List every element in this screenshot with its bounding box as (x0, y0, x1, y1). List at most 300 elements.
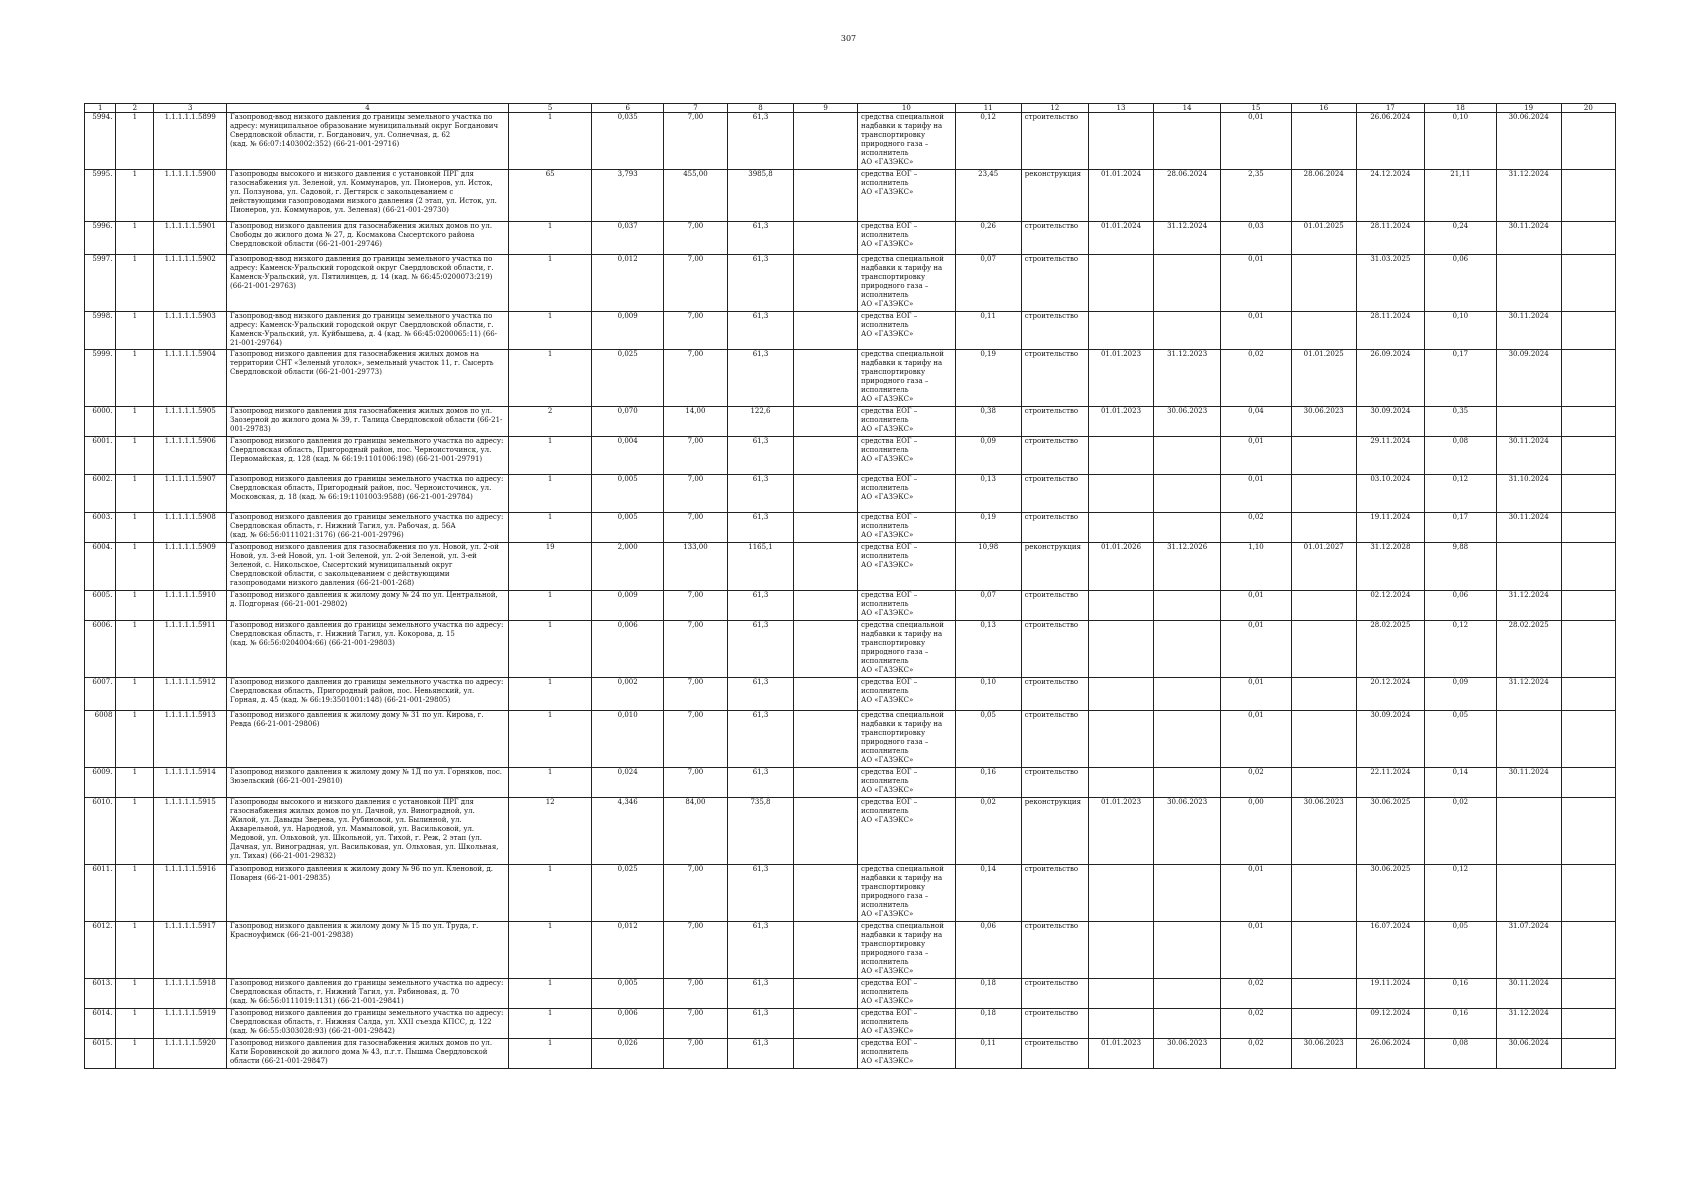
cell-col-18: 0,16 (1425, 979, 1497, 1009)
cell-col-3: 1.1.1.1.1.5910 (154, 591, 227, 621)
column-header-11: 11 (955, 104, 1021, 113)
cell-col-7: 7,00 (663, 312, 727, 350)
cell-col-16 (1291, 437, 1356, 475)
cell-col-16: 30.06.2023 (1291, 407, 1356, 437)
cell-col-9 (794, 312, 858, 350)
cell-col-12: строительство (1021, 768, 1088, 798)
cell-col-15: 0,02 (1221, 1039, 1291, 1069)
cell-col-13: 01.01.2024 (1088, 222, 1153, 255)
cell-col-3: 1.1.1.1.1.5915 (154, 798, 227, 865)
column-header-7: 7 (663, 104, 727, 113)
cell-col-3: 1.1.1.1.1.5900 (154, 170, 227, 222)
cell-col-3: 1.1.1.1.1.5905 (154, 407, 227, 437)
cell-col-11: 0,05 (955, 711, 1021, 768)
cell-col-19: 31.07.2024 (1496, 922, 1561, 979)
cell-col-13 (1088, 475, 1153, 513)
cell-col-20 (1561, 170, 1615, 222)
cell-col-7: 7,00 (663, 350, 727, 407)
cell-col-9 (794, 222, 858, 255)
cell-col-17: 31.12.2028 (1356, 543, 1424, 591)
cell-col-5: 1 (508, 922, 591, 979)
cell-col-16 (1291, 591, 1356, 621)
cell-col-3: 1.1.1.1.1.5901 (154, 222, 227, 255)
column-header-1: 1 (85, 104, 116, 113)
cell-col-1: 6014. (85, 1009, 116, 1039)
cell-col-12: строительство (1021, 979, 1088, 1009)
column-header-17: 17 (1356, 104, 1424, 113)
cell-col-15: 0,02 (1221, 979, 1291, 1009)
column-header-13: 13 (1088, 104, 1153, 113)
cell-col-11: 0,18 (955, 1009, 1021, 1039)
cell-col-1: 5999. (85, 350, 116, 407)
cell-col-19: 30.11.2024 (1496, 312, 1561, 350)
cell-col-2: 1 (116, 543, 154, 591)
cell-col-12: реконструкция (1021, 543, 1088, 591)
cell-col-20 (1561, 543, 1615, 591)
cell-col-9 (794, 768, 858, 798)
cell-col-15: 1,10 (1221, 543, 1291, 591)
cell-col-18: 0,09 (1425, 678, 1497, 711)
cell-col-16 (1291, 475, 1356, 513)
cell-col-12: строительство (1021, 922, 1088, 979)
cell-col-9 (794, 1039, 858, 1069)
cell-col-19: 31.12.2024 (1496, 591, 1561, 621)
cell-col-19: 31.12.2024 (1496, 1009, 1561, 1039)
cell-col-1: 6000. (85, 407, 116, 437)
cell-col-10: средства ЕОГ – исполнитель АО «ГАЗЭКС» (858, 407, 956, 437)
cell-col-9 (794, 437, 858, 475)
cell-col-8: 122,6 (727, 407, 793, 437)
column-header-19: 19 (1496, 104, 1561, 113)
cell-col-4: Газопровод низкого давления до границы земельного участка по адресу: Свердловская область, г. Нижняя Салда, ул. XXII съезда КПСС, д. 122 (кад. № 66:55:0303028:93) (66-21-001-29842) (227, 1009, 509, 1039)
cell-col-10: средства ЕОГ – исполнитель АО «ГАЗЭКС» (858, 678, 956, 711)
cell-col-1: 5995. (85, 170, 116, 222)
cell-col-14 (1154, 312, 1221, 350)
cell-col-19: 30.11.2024 (1496, 979, 1561, 1009)
cell-col-10: средства ЕОГ – исполнитель АО «ГАЗЭКС» (858, 513, 956, 543)
cell-col-1: 6006. (85, 621, 116, 678)
cell-col-2: 1 (116, 979, 154, 1009)
cell-col-11: 0,07 (955, 591, 1021, 621)
cell-col-6: 0,025 (592, 350, 664, 407)
cell-col-20 (1561, 513, 1615, 543)
table-row (85, 678, 1616, 711)
cell-col-11: 23,45 (955, 170, 1021, 222)
cell-col-12: реконструкция (1021, 798, 1088, 865)
cell-col-4: Газопровод-ввод низкого давления до границы земельного участка по адресу: Каменск-Уральский городской округ Свердловской области, г. Каменск-Уральский, ул. Куйбышева, д. 4 (кад. № 66:45:0200065:11) (66-21-001-29764) (227, 312, 509, 350)
cell-col-4: Газопровод низкого давления к жилому дому № 31 по ул. Кирова, г. Ревда (66-21-001-29806) (227, 711, 509, 768)
cell-col-3: 1.1.1.1.1.5909 (154, 543, 227, 591)
cell-col-19: 30.11.2024 (1496, 222, 1561, 255)
cell-col-13 (1088, 979, 1153, 1009)
cell-col-1: 6001. (85, 437, 116, 475)
cell-col-5: 12 (508, 798, 591, 865)
cell-col-4: Газопровод низкого давления до границы земельного участка по адресу: Свердловская область, г. Нижний Тагил, ул. Рябиновая, д. 70 (кад. № 66:56:0111019:1131) (66-21-001-29841) (227, 979, 509, 1009)
cell-col-15: 0,01 (1221, 255, 1291, 312)
cell-col-7: 7,00 (663, 1009, 727, 1039)
cell-col-11: 0,26 (955, 222, 1021, 255)
cell-col-1: 6013. (85, 979, 116, 1009)
cell-col-11: 0,11 (955, 312, 1021, 350)
cell-col-2: 1 (116, 621, 154, 678)
cell-col-6: 2,000 (592, 543, 664, 591)
cell-col-1: 5996. (85, 222, 116, 255)
cell-col-17: 29.11.2024 (1356, 437, 1424, 475)
cell-col-2: 1 (116, 170, 154, 222)
cell-col-20 (1561, 312, 1615, 350)
cell-col-3: 1.1.1.1.1.5912 (154, 678, 227, 711)
column-header-4: 4 (227, 104, 509, 113)
cell-col-17: 30.06.2025 (1356, 798, 1424, 865)
cell-col-9 (794, 543, 858, 591)
cell-col-11: 0,14 (955, 865, 1021, 922)
cell-col-19: 31.10.2024 (1496, 475, 1561, 513)
cell-col-18: 0,12 (1425, 865, 1497, 922)
cell-col-12: строительство (1021, 437, 1088, 475)
cell-col-17: 30.09.2024 (1356, 407, 1424, 437)
cell-col-16 (1291, 979, 1356, 1009)
cell-col-16 (1291, 513, 1356, 543)
cell-col-2: 1 (116, 407, 154, 437)
cell-col-1: 6005. (85, 591, 116, 621)
cell-col-17: 28.02.2025 (1356, 621, 1424, 678)
cell-col-12: строительство (1021, 711, 1088, 768)
cell-col-5: 1 (508, 350, 591, 407)
cell-col-6: 0,024 (592, 768, 664, 798)
column-header-15: 15 (1221, 104, 1291, 113)
cell-col-13: 01.01.2023 (1088, 350, 1153, 407)
cell-col-10: средства специальной надбавки к тарифу на транспортировку природного газа – исполнитель АО «ГАЗЭКС» (858, 350, 956, 407)
cell-col-19: 30.09.2024 (1496, 350, 1561, 407)
cell-col-14 (1154, 678, 1221, 711)
cell-col-11: 0,10 (955, 678, 1021, 711)
cell-col-9 (794, 979, 858, 1009)
cell-col-3: 1.1.1.1.1.5916 (154, 865, 227, 922)
cell-col-3: 1.1.1.1.1.5919 (154, 1009, 227, 1039)
cell-col-14 (1154, 711, 1221, 768)
cell-col-6: 0,005 (592, 979, 664, 1009)
cell-col-5: 1 (508, 437, 591, 475)
cell-col-14 (1154, 1009, 1221, 1039)
table-row (85, 437, 1616, 475)
cell-col-4: Газопровод низкого давления к жилому дому № 96 по ул. Кленовой, д. Поварня (66-21-001-29835) (227, 865, 509, 922)
cell-col-9 (794, 170, 858, 222)
cell-col-4: Газопроводы высокого и низкого давления с установкой ПРГ для газоснабжения жилых домов по ул. Дачной, ул. Виноградной, ул. Жилой, ул. Давыды Зверева, ул. Рубиновой, ул. Былинной, ул. Акварельной, ул. Народной, ул. Мамыловой, ул. Васильковой, ул. Медовой, ул. Ольховой, ул. Школьной, ул. Тихой, г. Реж, 2 этап (ул. Дачная, ул. Виноградная, ул. Васильковая, ул. Ольховая, ул. Школьная, ул. Тихая) (66-21-001-29832) (227, 798, 509, 865)
cell-col-18: 0,06 (1425, 255, 1497, 312)
cell-col-12: строительство (1021, 621, 1088, 678)
cell-col-1: 6012. (85, 922, 116, 979)
table-row (85, 979, 1616, 1009)
cell-col-2: 1 (116, 922, 154, 979)
cell-col-10: средства ЕОГ – исполнитель АО «ГАЗЭКС» (858, 222, 956, 255)
cell-col-5: 1 (508, 1039, 591, 1069)
cell-col-11: 0,13 (955, 621, 1021, 678)
cell-col-20 (1561, 255, 1615, 312)
cell-col-12: строительство (1021, 678, 1088, 711)
cell-col-3: 1.1.1.1.1.5913 (154, 711, 227, 768)
cell-col-3: 1.1.1.1.1.5918 (154, 979, 227, 1009)
cell-col-17: 20.12.2024 (1356, 678, 1424, 711)
cell-col-15: 0,01 (1221, 711, 1291, 768)
cell-col-5: 2 (508, 407, 591, 437)
cell-col-5: 1 (508, 1009, 591, 1039)
cell-col-9 (794, 475, 858, 513)
table-row (85, 513, 1616, 543)
cell-col-19: 31.12.2024 (1496, 678, 1561, 711)
cell-col-1: 6010. (85, 798, 116, 865)
cell-col-8: 61,3 (727, 979, 793, 1009)
cell-col-14: 28.06.2024 (1154, 170, 1221, 222)
cell-col-13: 01.01.2023 (1088, 407, 1153, 437)
cell-col-3: 1.1.1.1.1.5911 (154, 621, 227, 678)
cell-col-17: 24.12.2024 (1356, 170, 1424, 222)
cell-col-13 (1088, 437, 1153, 475)
table-row (85, 407, 1616, 437)
table-row (85, 113, 1616, 170)
cell-col-10: средства специальной надбавки к тарифу на транспортировку природного газа – исполнитель АО «ГАЗЭКС» (858, 255, 956, 312)
cell-col-3: 1.1.1.1.1.5914 (154, 768, 227, 798)
cell-col-20 (1561, 768, 1615, 798)
cell-col-1: 6003. (85, 513, 116, 543)
cell-col-5: 1 (508, 513, 591, 543)
table-row (85, 475, 1616, 513)
cell-col-18: 21,11 (1425, 170, 1497, 222)
cell-col-16 (1291, 255, 1356, 312)
cell-col-7: 7,00 (663, 768, 727, 798)
cell-col-7: 7,00 (663, 113, 727, 170)
cell-col-1: 5994. (85, 113, 116, 170)
cell-col-7: 7,00 (663, 255, 727, 312)
cell-col-6: 3,793 (592, 170, 664, 222)
cell-col-14 (1154, 437, 1221, 475)
cell-col-8: 61,3 (727, 768, 793, 798)
cell-col-19: 28.02.2025 (1496, 621, 1561, 678)
cell-col-9 (794, 1009, 858, 1039)
cell-col-8: 61,3 (727, 591, 793, 621)
cell-col-10: средства ЕОГ – исполнитель АО «ГАЗЭКС» (858, 768, 956, 798)
cell-col-16 (1291, 711, 1356, 768)
cell-col-1: 6002. (85, 475, 116, 513)
cell-col-7: 133,00 (663, 543, 727, 591)
cell-col-9 (794, 621, 858, 678)
cell-col-6: 0,009 (592, 312, 664, 350)
cell-col-10: средства специальной надбавки к тарифу на транспортировку природного газа – исполнитель АО «ГАЗЭКС» (858, 621, 956, 678)
cell-col-11: 0,06 (955, 922, 1021, 979)
cell-col-8: 61,3 (727, 255, 793, 312)
cell-col-15: 0,01 (1221, 922, 1291, 979)
cell-col-3: 1.1.1.1.1.5920 (154, 1039, 227, 1069)
cell-col-4: Газопровод низкого давления до границы земельного участка по адресу: Свердловская область, Пригородный район, пос. Невьянский, ул. Горная, д. 45 (кад. № 66:19:3501001:148) (66-21-001-29805) (227, 678, 509, 711)
cell-col-20 (1561, 591, 1615, 621)
cell-col-14 (1154, 865, 1221, 922)
cell-col-3: 1.1.1.1.1.5917 (154, 922, 227, 979)
cell-col-13: 01.01.2026 (1088, 543, 1153, 591)
cell-col-11: 0,07 (955, 255, 1021, 312)
cell-col-7: 14,00 (663, 407, 727, 437)
cell-col-10: средства специальной надбавки к тарифу на транспортировку природного газа – исполнитель АО «ГАЗЭКС» (858, 711, 956, 768)
cell-col-3: 1.1.1.1.1.5904 (154, 350, 227, 407)
cell-col-9 (794, 113, 858, 170)
cell-col-10: средства ЕОГ – исполнитель АО «ГАЗЭКС» (858, 591, 956, 621)
cell-col-6: 0,012 (592, 922, 664, 979)
cell-col-10: средства ЕОГ – исполнитель АО «ГАЗЭКС» (858, 475, 956, 513)
cell-col-11: 0,38 (955, 407, 1021, 437)
cell-col-20 (1561, 865, 1615, 922)
cell-col-11: 0,19 (955, 513, 1021, 543)
cell-col-3: 1.1.1.1.1.5907 (154, 475, 227, 513)
column-header-6: 6 (592, 104, 664, 113)
cell-col-11: 10,98 (955, 543, 1021, 591)
page-number: 307 (840, 34, 857, 43)
cell-col-8: 1165,1 (727, 543, 793, 591)
cell-col-4: Газопровод низкого давления для газоснабжения по ул. Новой, ул. 2-ой Новой, ул. 3-ей Новой, ул. 1-ой Зеленой, ул. 2-ой Зеленой, ул. 3-ей Зеленой, с. Никольское, Сысертский муниципальный округ Свердловской области, с закольцеванием с действующими газопроводами низкого давления (66-21-001-268) (227, 543, 509, 591)
cell-col-16 (1291, 1009, 1356, 1039)
cell-col-14 (1154, 768, 1221, 798)
cell-col-18: 0,10 (1425, 312, 1497, 350)
cell-col-12: реконструкция (1021, 170, 1088, 222)
cell-col-5: 65 (508, 170, 591, 222)
cell-col-18: 9,88 (1425, 543, 1497, 591)
cell-col-7: 7,00 (663, 678, 727, 711)
table-row (85, 621, 1616, 678)
cell-col-6: 0,004 (592, 437, 664, 475)
cell-col-6: 0,026 (592, 1039, 664, 1069)
cell-col-11: 0,13 (955, 475, 1021, 513)
cell-col-11: 0,02 (955, 798, 1021, 865)
cell-col-13 (1088, 255, 1153, 312)
cell-col-14 (1154, 255, 1221, 312)
cell-col-15: 0,02 (1221, 1009, 1291, 1039)
cell-col-7: 7,00 (663, 621, 727, 678)
cell-col-13 (1088, 312, 1153, 350)
cell-col-14: 31.12.2023 (1154, 350, 1221, 407)
cell-col-12: строительство (1021, 222, 1088, 255)
cell-col-7: 455,00 (663, 170, 727, 222)
cell-col-4: Газопровод низкого давления к жилому дому № 24 по ул. Центральной, д. Подгорная (66-21-001-29802) (227, 591, 509, 621)
cell-col-17: 09.12.2024 (1356, 1009, 1424, 1039)
cell-col-19 (1496, 407, 1561, 437)
cell-col-4: Газопровод низкого давления для газоснабжения жилых домов по ул. Кати Боровинской до жилого дома № 43, п.г.т. Пышма Свердловской области (66-21-001-29847) (227, 1039, 509, 1069)
cell-col-18: 0,14 (1425, 768, 1497, 798)
cell-col-1: 6011. (85, 865, 116, 922)
cell-col-8: 61,3 (727, 475, 793, 513)
cell-col-7: 7,00 (663, 222, 727, 255)
cell-col-12: строительство (1021, 1009, 1088, 1039)
table-row (85, 312, 1616, 350)
cell-col-13: 01.01.2023 (1088, 1039, 1153, 1069)
cell-col-8: 61,3 (727, 678, 793, 711)
cell-col-19 (1496, 798, 1561, 865)
cell-col-14: 30.06.2023 (1154, 798, 1221, 865)
cell-col-1: 6008 (85, 711, 116, 768)
cell-col-7: 7,00 (663, 865, 727, 922)
cell-col-14: 31.12.2026 (1154, 543, 1221, 591)
cell-col-6: 0,005 (592, 513, 664, 543)
column-header-8: 8 (727, 104, 793, 113)
cell-col-19: 30.11.2024 (1496, 437, 1561, 475)
cell-col-14: 30.06.2023 (1154, 407, 1221, 437)
cell-col-4: Газопровод низкого давления до границы земельного участка по адресу: Свердловская область, Пригородный район, пос. Черноисточинск, ул. Московская, д. 18 (кад. № 66:19:1101003:9588) (66-21-001-29784) (227, 475, 509, 513)
cell-col-15: 0,01 (1221, 475, 1291, 513)
cell-col-4: Газопровод низкого давления до границы земельного участка по адресу: Свердловская область, Пригородный район, пос. Черноисточинск, ул. Первомайская, д. 128 (кад. № 66:19:1101006:198) (66-21-001-29791) (227, 437, 509, 475)
cell-col-6: 0,070 (592, 407, 664, 437)
cell-col-20 (1561, 350, 1615, 407)
cell-col-2: 1 (116, 865, 154, 922)
cell-col-5: 1 (508, 979, 591, 1009)
cell-col-4: Газопровод-ввод низкого давления до границы земельного участка по адресу: муниципальное образование муниципальный округ Богданович Свердловской области, г. Богданович, ул. Солнечная, д. 62 (кад. № 66:07:1403002:352) (66-21-001-29716) (227, 113, 509, 170)
cell-col-14 (1154, 979, 1221, 1009)
cell-col-5: 1 (508, 475, 591, 513)
cell-col-2: 1 (116, 222, 154, 255)
cell-col-16 (1291, 865, 1356, 922)
cell-col-10: средства специальной надбавки к тарифу на транспортировку природного газа – исполнитель АО «ГАЗЭКС» (858, 922, 956, 979)
cell-col-12: строительство (1021, 865, 1088, 922)
cell-col-6: 0,006 (592, 1009, 664, 1039)
cell-col-18: 0,06 (1425, 591, 1497, 621)
cell-col-18: 0,17 (1425, 513, 1497, 543)
cell-col-9 (794, 407, 858, 437)
cell-col-10: средства ЕОГ – исполнитель АО «ГАЗЭКС» (858, 798, 956, 865)
cell-col-19 (1496, 865, 1561, 922)
cell-col-16 (1291, 678, 1356, 711)
cell-col-20 (1561, 711, 1615, 768)
cell-col-4: Газопровод низкого давления для газоснабжения жилых домов по ул. Свободы до жилого дома № 27, д. Космакова Сысертского района Свердловской области (66-21-001-29746) (227, 222, 509, 255)
cell-col-15: 0,02 (1221, 768, 1291, 798)
table-row (85, 798, 1616, 865)
cell-col-19 (1496, 255, 1561, 312)
cell-col-15: 0,02 (1221, 350, 1291, 407)
cell-col-18: 0,12 (1425, 475, 1497, 513)
cell-col-14: 31.12.2024 (1154, 222, 1221, 255)
cell-col-13 (1088, 922, 1153, 979)
cell-col-7: 7,00 (663, 922, 727, 979)
cell-col-2: 1 (116, 437, 154, 475)
cell-col-12: строительство (1021, 255, 1088, 312)
cell-col-20 (1561, 621, 1615, 678)
cell-col-13 (1088, 513, 1153, 543)
cell-col-16: 01.01.2025 (1291, 222, 1356, 255)
cell-col-12: строительство (1021, 113, 1088, 170)
cell-col-3: 1.1.1.1.1.5908 (154, 513, 227, 543)
cell-col-17: 28.11.2024 (1356, 312, 1424, 350)
cell-col-16: 30.06.2023 (1291, 1039, 1356, 1069)
cell-col-20 (1561, 437, 1615, 475)
cell-col-5: 1 (508, 591, 591, 621)
cell-col-5: 1 (508, 255, 591, 312)
cell-col-15: 0,01 (1221, 865, 1291, 922)
cell-col-18: 0,12 (1425, 621, 1497, 678)
cell-col-10: средства ЕОГ – исполнитель АО «ГАЗЭКС» (858, 1009, 956, 1039)
cell-col-12: строительство (1021, 350, 1088, 407)
cell-col-4: Газопровод низкого давления для газоснабжения жилых домов по ул. Заозерной до жилого дома № 39, г. Талица Свердловской области (66-21-001-29783) (227, 407, 509, 437)
cell-col-2: 1 (116, 255, 154, 312)
cell-col-10: средства специальной надбавки к тарифу на транспортировку природного газа – исполнитель АО «ГАЗЭКС» (858, 865, 956, 922)
cell-col-15: 0,03 (1221, 222, 1291, 255)
cell-col-15: 2,35 (1221, 170, 1291, 222)
cell-col-10: средства ЕОГ – исполнитель АО «ГАЗЭКС» (858, 170, 956, 222)
cell-col-15: 0,01 (1221, 621, 1291, 678)
cell-col-18: 0,08 (1425, 1039, 1497, 1069)
cell-col-20 (1561, 113, 1615, 170)
cell-col-18: 0,02 (1425, 798, 1497, 865)
cell-col-15: 0,01 (1221, 678, 1291, 711)
cell-col-4: Газопровод-ввод низкого давления до границы земельного участка по адресу: Каменск-Уральский городской округ Свердловской области, г. Каменск-Уральский, ул. Пятилинцев, д. 14 (кад. № 66:45:0200073:219) (66-21-001-29763) (227, 255, 509, 312)
cell-col-2: 1 (116, 678, 154, 711)
cell-col-17: 30.06.2025 (1356, 865, 1424, 922)
cell-col-11: 0,19 (955, 350, 1021, 407)
cell-col-16 (1291, 621, 1356, 678)
cell-col-14 (1154, 113, 1221, 170)
